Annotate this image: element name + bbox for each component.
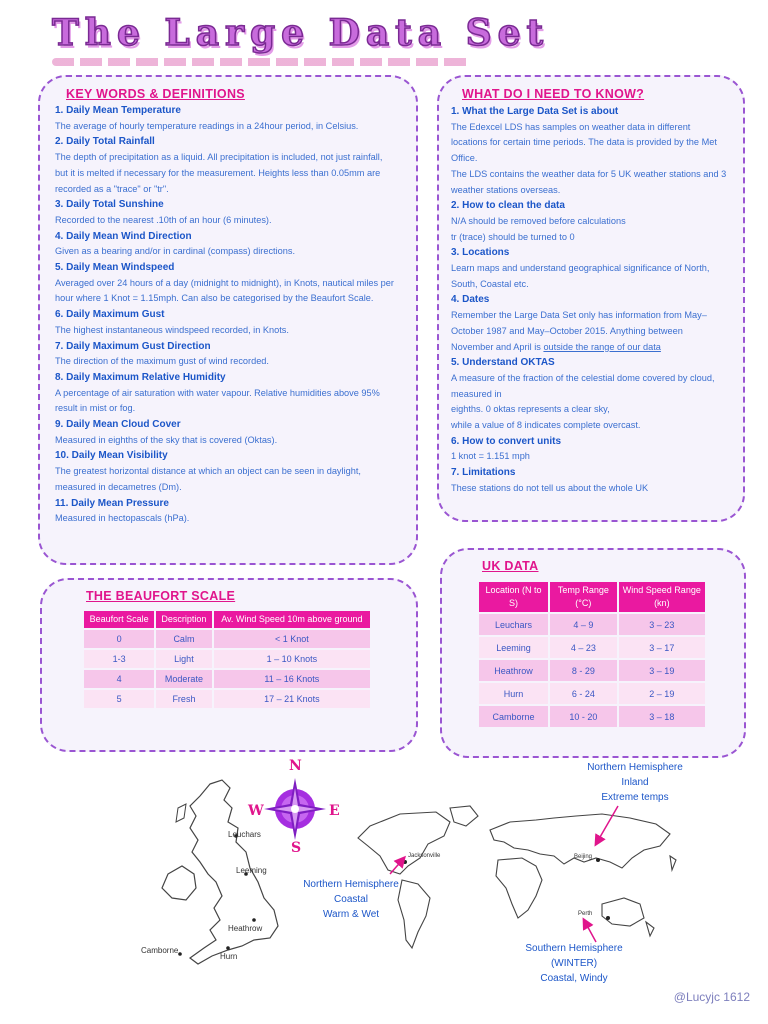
- topic-text-line: while a value of 8 indicates complete overcast.: [451, 420, 641, 431]
- table-cell: 10 - 20: [550, 706, 617, 727]
- table-cell: 2 – 19: [619, 683, 705, 704]
- beaufort-table: [82, 609, 372, 710]
- topic-text-underlined: outside the range of our data: [543, 341, 661, 352]
- annotation-line: (WINTER): [550, 958, 598, 969]
- topic-text-main: The Edexcel LDS has samples on weather data in different locations for certain time periods. The data is provided by the Met Office.: [451, 121, 717, 164]
- annotation-line: Northern Hemisphere: [587, 762, 683, 773]
- annotation-line: Inland: [621, 777, 649, 788]
- table-row: [84, 650, 370, 668]
- table-cell: Camborne: [479, 706, 548, 727]
- table-header-cell: Beaufort Scale: [84, 611, 154, 628]
- topic-text-main: Learn maps and understand geographical significance of North, South, Coastal etc.: [451, 263, 710, 289]
- definition-heading: 11. Daily Mean Pressure: [55, 497, 169, 509]
- compass-w-label: W: [248, 803, 264, 819]
- title-cloud-decoration: [52, 58, 470, 66]
- uk-data-title: UK DATA: [482, 559, 539, 573]
- definition-text: The direction of the maximum gust of wind recorded.: [55, 356, 269, 367]
- table-cell: 4 – 9: [550, 614, 617, 635]
- definition-text: The greatest horizontal distance at which an object can be seen in daylight, measured in decametres (Dm).: [55, 466, 361, 492]
- table-cell: 4: [84, 670, 154, 688]
- topic-text: [451, 449, 727, 465]
- page-title: The Large Data Set: [52, 12, 550, 54]
- table-cell: Calm: [156, 630, 212, 648]
- definition-heading: 10. Daily Mean Visibility: [55, 450, 168, 462]
- beaufort-title: THE BEAUFORT SCALE: [86, 589, 236, 603]
- annotation-line: Coastal: [334, 894, 368, 905]
- topic-heading: 6. How to convert units: [451, 435, 562, 447]
- annotation-north-inland: [580, 760, 690, 805]
- topic-text: [451, 120, 727, 167]
- definition-heading: 3. Daily Total Sunshine: [55, 199, 164, 211]
- table-cell: Light: [156, 650, 212, 668]
- definition-text: The average of hourly temperature readings in a 24hour period, in Celsius.: [55, 120, 359, 131]
- topic-text-line: eighths. 0 oktas represents a clear sky,: [451, 404, 610, 415]
- topic-text-line: The LDS contains the weather data for 5 UK weather stations and 3 weather stations overseas.: [451, 168, 727, 195]
- table-row: [84, 690, 370, 708]
- table-cell: Leeming: [479, 637, 548, 658]
- definition-text: The depth of precipitation as a liquid. All precipitation is included, not just rainfall, but it is melted if necessary for the measurement. Heights less than 0.05mm are recorded as a "trace" or "tr".: [55, 152, 383, 194]
- table-header-cell: Av. Wind Speed 10m above ground: [214, 611, 370, 628]
- uk-data-table: [477, 580, 707, 729]
- annotation-line: Northern Hemisphere: [303, 879, 399, 890]
- uk-label-hurn: Hurn: [220, 952, 238, 961]
- compass-rose-icon: [262, 776, 328, 842]
- table-cell: 17 – 21 Knots: [214, 690, 370, 708]
- definition-text: Recorded to the nearest .10th of an hour (6 minutes).: [55, 214, 272, 225]
- definition-heading: 4. Daily Mean Wind Direction: [55, 230, 192, 242]
- topic-heading: 2. How to clean the data: [451, 200, 565, 212]
- annotation-line: Warm & Wet: [322, 909, 380, 920]
- topic-text-main: Remember the Large Data Set only has information from May–October 1987 and May–October 2015. Anything between November and April is: [451, 310, 707, 352]
- table-cell: < 1 Knot: [214, 630, 370, 648]
- table-cell: 11 – 16 Knots: [214, 670, 370, 688]
- table-cell: 6 - 24: [550, 683, 617, 704]
- table-cell: 3 – 17: [619, 637, 705, 658]
- annotation-line: Extreme temps: [601, 792, 669, 803]
- topic-heading: 1. What the Large Data Set is about: [451, 106, 619, 117]
- table-header-cell: Temp Range (°C): [550, 582, 617, 612]
- definition-text: The highest instantaneous windspeed recorded, in Knots.: [55, 324, 289, 335]
- definition-text: Measured in hectopascals (hPa).: [55, 513, 190, 524]
- definition-heading: 8. Daily Maximum Relative Humidity: [55, 371, 226, 383]
- topic-text: [451, 371, 727, 402]
- table-row: [479, 683, 705, 704]
- topic-text: [451, 481, 727, 497]
- topic-text-main: A measure of the fraction of the celestial dome covered by cloud, measured in: [451, 372, 715, 399]
- need-to-know-title: WHAT DO I NEED TO KNOW?: [462, 87, 645, 101]
- annotation-line: Southern Hemisphere: [525, 943, 623, 954]
- uk-label-camborne: Camborne: [141, 946, 179, 955]
- table-row: [479, 614, 705, 635]
- table-row: [84, 630, 370, 648]
- definition-text: A percentage of air saturation with water vapour. Relative humidities above 95% result in mist or fog.: [55, 387, 380, 414]
- table-row: [479, 660, 705, 681]
- definition-heading: 5. Daily Mean Windspeed: [55, 262, 175, 274]
- table-cell: 3 – 19: [619, 660, 705, 681]
- table-cell: Hurn: [479, 683, 548, 704]
- need-to-know-list: [451, 104, 727, 497]
- table-row: [479, 706, 705, 727]
- topic-text: [451, 261, 727, 292]
- table-cell: 8 - 29: [550, 660, 617, 681]
- table-cell: 1-3: [84, 650, 154, 668]
- topic-heading: 3. Locations: [451, 247, 510, 259]
- definition-heading: 7. Daily Maximum Gust Direction: [55, 340, 211, 352]
- topic-text-main: These stations do not tell us about the whole UK: [451, 482, 649, 493]
- table-cell: 1 – 10 Knots: [214, 650, 370, 668]
- topic-heading: 5. Understand OKTAS: [451, 357, 555, 369]
- table-cell: 4 – 23: [550, 637, 617, 658]
- table-cell: 3 – 18: [619, 706, 705, 727]
- definition-heading: 6. Daily Maximum Gust: [55, 309, 165, 321]
- world-label-jacksonville: Jacksonville: [408, 853, 441, 859]
- world-label-perth: Perth: [578, 911, 593, 917]
- annotation-south: [519, 941, 629, 986]
- definition-text: Given as a bearing and/or in cardinal (compass) directions.: [55, 246, 296, 257]
- topic-heading: 7. Limitations: [451, 467, 516, 479]
- table-cell: 3 – 23: [619, 614, 705, 635]
- topic-text-line: tr (trace) should be turned to 0: [451, 231, 575, 242]
- definition-heading: 2. Daily Total Rainfall: [55, 136, 155, 148]
- definition-heading: 1. Daily Mean Temperature: [55, 105, 181, 116]
- topic-text-main: N/A should be removed before calculations: [451, 215, 626, 226]
- compass-s-label: S: [291, 840, 302, 856]
- table-cell: Leuchars: [479, 614, 548, 635]
- compass-e-label: E: [329, 803, 340, 819]
- uk-label-heathrow: Heathrow: [228, 924, 263, 933]
- key-words-title: KEY WORDS & DEFINITIONS: [66, 87, 245, 101]
- table-cell: 5: [84, 690, 154, 708]
- table-cell: 0: [84, 630, 154, 648]
- annotation-arrows: [360, 800, 640, 950]
- key-words-list: [55, 103, 395, 527]
- compass-n-label: N: [289, 758, 302, 774]
- topic-heading: 4. Dates: [451, 294, 490, 306]
- table-cell: Heathrow: [479, 660, 548, 681]
- definition-text: Averaged over 24 hours of a day (midnight to midnight), in Knots, nautical miles per hour where 1 Knot = 1.15mph. Can also be categorised by the Beaufort Scale.: [55, 277, 394, 304]
- table-header-cell: Description: [156, 611, 212, 628]
- uk-label-leeming: Leeming: [236, 866, 267, 875]
- table-row: [479, 637, 705, 658]
- uk-label-leuchars: Leuchars: [228, 830, 261, 839]
- table-cell: Fresh: [156, 690, 212, 708]
- topic-text-main: 1 knot = 1.151 mph: [451, 451, 530, 462]
- table-header-cell: Wind Speed Range (kn): [619, 582, 705, 612]
- topic-text: [451, 214, 727, 230]
- definition-text: Measured in eighths of the sky that is covered (Oktas).: [55, 434, 278, 445]
- table-cell: Moderate: [156, 670, 212, 688]
- topic-text: [451, 308, 727, 355]
- annotation-line: Coastal, Windy: [540, 973, 608, 984]
- definition-heading: 9. Daily Mean Cloud Cover: [55, 419, 181, 431]
- table-header-cell: Location (N to S): [479, 582, 548, 612]
- world-label-beijing: Beijing: [574, 854, 593, 860]
- table-row: [84, 670, 370, 688]
- author-handle: @Lucyjc 1612: [673, 990, 750, 1004]
- annotation-north-coastal: [296, 877, 406, 922]
